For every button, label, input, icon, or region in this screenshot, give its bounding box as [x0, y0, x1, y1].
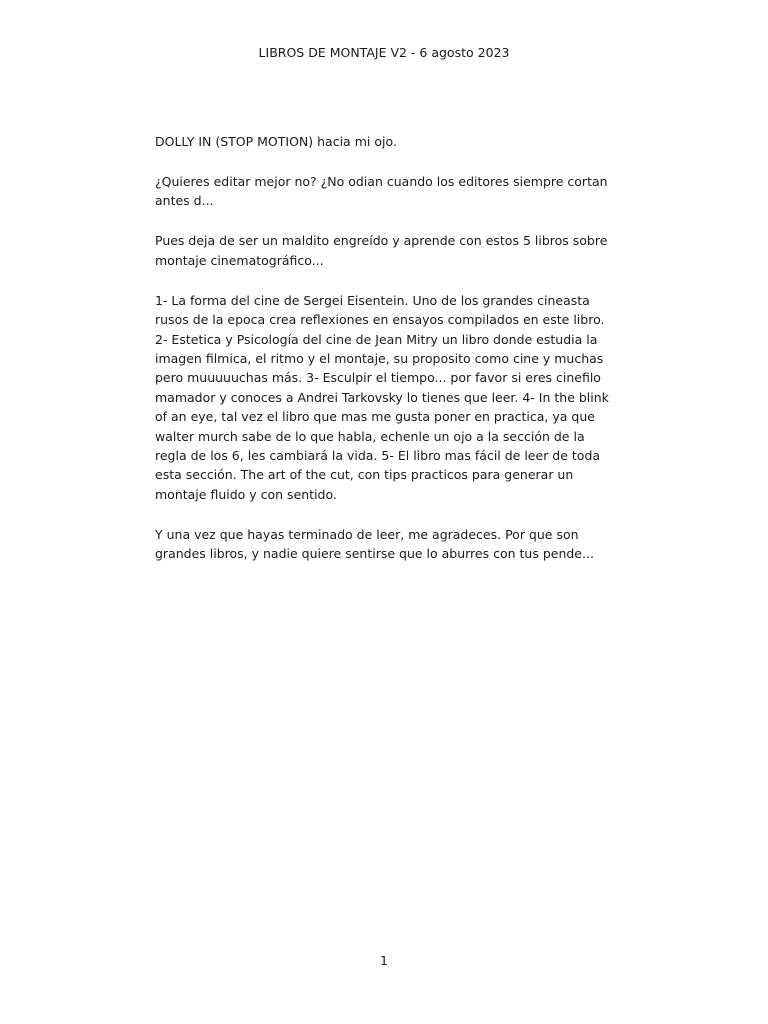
- paragraph-closing: Y una vez que hayas terminado de leer, me agradeces. Por que son grandes libros, y nadie quiere sentirse que lo aburres con tus pende...: [155, 526, 594, 562]
- paragraph-intro: DOLLY IN (STOP MOTION) hacia mi ojo.: [155, 134, 397, 149]
- paragraph-question: ¿Quieres editar mejor no? ¿No odian cuando los editores siempre cortan antes d...: [155, 174, 608, 209]
- document-header: LIBROS DE MONTAJE V2 - 6 agosto 2023: [258, 45, 510, 60]
- document-body: [155, 132, 615, 584]
- paragraph-book-list: 1- La forma del cine de Sergei Eisentein. Uno de los grandes cineasta rusos de la epoca crea reflexiones en ensayos compilados en este libro. 2- Estetica y Psicología del cine de Jean Mitry un libro donde estudia la imagen filmica, el ritmo y el montaje, su proposito como cine y muchas pero muuuuuchas más. 3- Esculpir el tiempo... por favor si eres cinefilo mamador y conoces a Andrei Tarkovsky lo tienes que leer. 4- In the blink of an eye, tal vez el libro que mas me gusta poner en practica, ya que walter murch sabe de lo que habla, echenle un ojo a la sección de la regla de los 6, les cambiará la vida. 5- El libro mas fácil de leer de toda esta sección. The art of the cut, con tips practicos para generar un montaje fluido y con sentido.: [155, 292, 609, 502]
- paragraph-books-intro: Pues deja de ser un maldito engreído y aprende con estos 5 libros sobre montaje cinematográfico...: [155, 233, 608, 268]
- page-number: 1: [380, 953, 388, 968]
